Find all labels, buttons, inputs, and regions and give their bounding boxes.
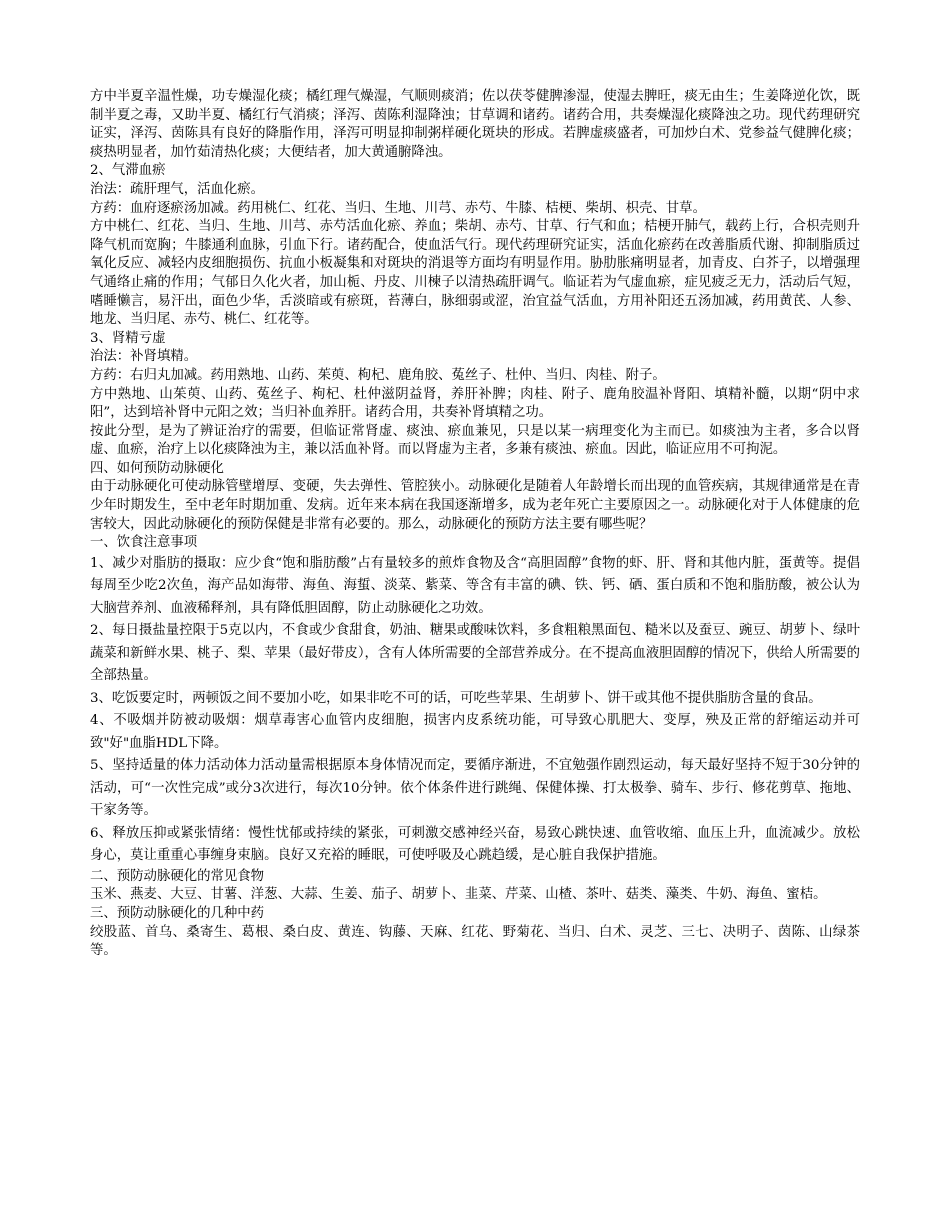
- paragraph-formula-explanation: 方中半夏辛温性燥，功专燥湿化痰；橘红理气燥湿，气顺则痰消；佐以茯苓健脾渗湿，使湿去脾旺，痰无由生；生姜降逆化饮，既制半夏之毒，又助半夏、橘红行气消痰；泽泻、茵陈利湿降浊；甘草调和诸药。诸药合用，共奏燥湿化痰降浊之功。现代药理研究证实，泽泻、茵陈具有良好的降脂作用，泽泻可明显抑制粥样硬化斑块的形成。若脾虚痰盛者，可加炒白术、党参益气健脾化痰；痰热明显者，加竹茹清热化痰；大便结者，加大黄通腑降浊。: [90, 89, 860, 160]
- paragraph-prevention-intro: 由于动脉硬化可使动脉管壁增厚、变硬，失去弹性、管腔狭小。动脉硬化是随着人年龄增长而出现的血管疾病，其规律通常是在青少年时期发生，至中老年时期加重、发病。近年来本病在我国逐渐增多，成为老年死亡主要原因之一。动脉硬化对于人体健康的危害较大，因此动脉硬化的预防保健是非常有必要的。那么，动脉硬化的预防方法主要有哪些呢？: [90, 479, 860, 532]
- subheading-diet: 一、饮食注意事项: [90, 535, 198, 551]
- prescription-kidney: 方药：右归丸加减。药用熟地、山药、茱萸、枸杞、鹿角胶、菟丝子、杜仲、当归、肉桂、附子。: [90, 367, 666, 383]
- paragraph-classification-note: 按此分型，是为了辨证治疗的需要，但临证常肾虚、痰浊、瘀血兼见，只是以某一病理变化为主而已。如痰浊为主者，多合以肾虚、血瘀，治疗上以化痰降浊为主，兼以活血补肾。而以肾虚为主者，多兼有痰浊、瘀血。因此，临证应用不可拘泥。: [90, 423, 860, 458]
- diet-item-3: 3、吃饭要定时，两顿饭之间不要加小吃，如果非吃不可的话，可吃些苹果、生胡萝卜、饼干或其他不提供脂肪含量的食品。: [90, 690, 822, 706]
- treatment-method-kidney: 治法：补肾填精。: [90, 349, 198, 365]
- subheading-herbs: 三、预防动脉硬化的几种中药: [90, 906, 265, 922]
- heading-qi-stagnation: 2、气滞血瘀: [90, 163, 166, 179]
- diet-item-2: 2、每日摄盐量控限于5克以内，不食或少食甜食，奶油、糖果或酸味饮料，多食粗粮黑面包、糙米以及蚕豆、豌豆、胡萝卜、绿叶蔬菜和新鲜水果、桃子、梨、苹果（最好带皮），含有人体所需要的全部营养成分。在不提高血液胆固醇的情况下，供给人所需要的全部热量。: [90, 623, 860, 684]
- paragraph-kidney-explanation: 方中熟地、山茱萸、山药、菟丝子、枸杞、杜仲滋阴益肾，养肝补脾；肉桂、附子、鹿角胶温补肾阳、填精补髓，以期“阴中求阳”，达到培补肾中元阳之效；当归补血养肝。诸药合用，共奏补肾填精之功。: [90, 386, 860, 421]
- heading-kidney-deficiency: 3、肾精亏虚: [90, 330, 166, 346]
- treatment-method-qi-stagnation: 治法：疏肝理气，活血化瘀。: [90, 181, 265, 197]
- subheading-common-foods: 二、预防动脉硬化的常见食物: [90, 868, 265, 884]
- paragraph-qi-stagnation-explanation: 方中桃仁、红花、当归、生地、川芎、赤芍活血化瘀、养血；柴胡、赤芍、甘草、行气和血；桔梗开肺气，载药上行，合枳壳则升降气机而宽胸；牛膝通利血脉，引血下行。诸药配合，使血活气行。现代药理研究证实，活血化瘀药在改善脂质代谢、抑制脂质过氧化反应、减轻内皮细胞损伤、抗血小板凝集和对斑块的消退等方面均有明显作用。胁肋胀痛明显者，加青皮、白芥子，以增强理气通络止痛的作用；气郁日久化火者，加山栀、丹皮、川楝子以清热疏肝调气。临证若为气虚血瘀，症见疲乏无力，活动后气短，嗜睡懒言，易汗出，面色少华，舌淡暗或有瘀斑，苔薄白，脉细弱或涩，治宜益气活血，方用补阳还五汤加减，药用黄芪、人参、地龙、当归尾、赤芍、桃仁、红花等。: [90, 219, 860, 328]
- diet-item-1: 1、减少对脂肪的摄取：应少食“饱和脂肪酸”占有量较多的煎炸食物及含“高胆固醇”食物的虾、肝、肾和其他内脏，蛋黄等。提倡每周至少吃2次鱼，海产品如海带、海鱼、海蜇、淡菜、紫菜、等含有丰富的碘、铁、钙、硒、蛋白质和不饱和脂肪酸，被公认为大脑营养剂、血液稀释剂，具有降低胆固醇，防止动脉硬化之功效。: [90, 555, 860, 616]
- diet-item-5: 5、坚持适量的体力活动体力活动量需根据原本身体情况而定，要循序渐进，不宜勉强作剧烈运动，每天最好坚持不短于30分钟的活动，可“一次性完成”或分3次进行，每次10分钟。依个体条件进行跳绳、保健体操、打太极拳、骑车、步行、修花剪草、拖地、干家务等。: [90, 758, 860, 819]
- section-heading-prevention: 四、如何预防动脉硬化: [90, 460, 224, 476]
- prescription-qi-stagnation: 方药：血府逐瘀汤加减。药用桃仁、红花、当归、生地、川芎、赤芍、牛膝、桔梗、柴胡、枳壳、甘草。: [90, 200, 706, 216]
- diet-item-4: 4、不吸烟并防被动吸烟：烟草毒害心血管内皮细胞，损害内皮系统功能，可导致心肌肥大、变厚，殃及正常的舒缩运动并可致"好"血脂HDL下降。: [90, 713, 860, 751]
- paragraph-herbs: 绞股蓝、首乌、桑寄生、葛根、桑白皮、黄连、钩藤、天麻、红花、野菊花、当归、白术、灵芝、三七、决明子、茵陈、山绿茶等。: [90, 924, 860, 959]
- document-page: [90, 88, 860, 961]
- paragraph-common-foods: 玉米、燕麦、大豆、甘薯、洋葱、大蒜、生姜、茄子、胡萝卜、韭菜、芹菜、山楂、茶叶、菇类、藻类、牛奶、海鱼、蜜桔。: [90, 887, 827, 903]
- diet-item-6: 6、释放压抑或紧张情绪：慢性忧郁或持续的紧张，可刺激交感神经兴奋，易致心跳快速、血管收缩、血压上升，血流减少。放松身心，莫让重重心事缠身束脑。良好又充裕的睡眠，可使呼吸及心跳趋缓，是心脏自我保护措施。: [90, 825, 860, 864]
